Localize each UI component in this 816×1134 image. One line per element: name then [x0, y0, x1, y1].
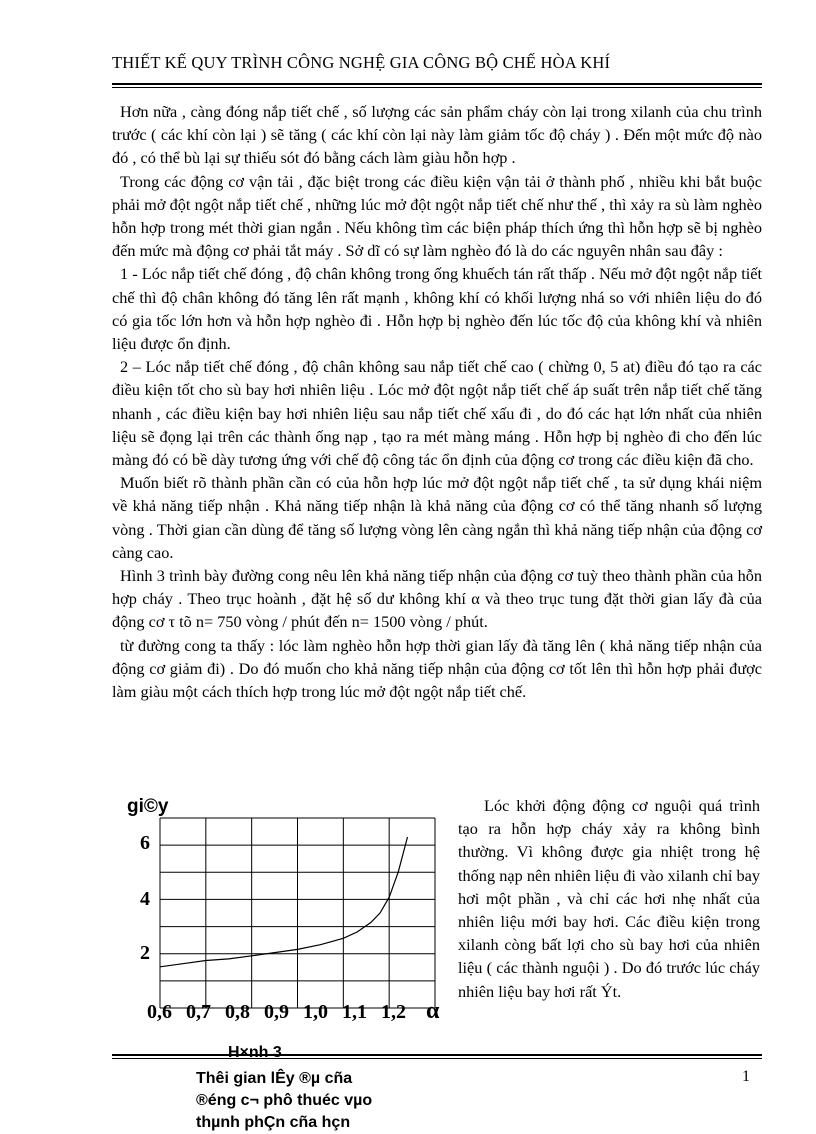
chart-x-label: α	[426, 998, 440, 1024]
page-number: 1	[742, 1068, 750, 1085]
body-text	[112, 100, 762, 703]
paragraph-3: 1 - Lóc nắp tiết chế đóng , độ chân không trong ống khuếch tán rất thấp . Nếu mở đột ngột nắp tiết chế thì độ chân không đó tăng lên rất mạnh , không khí có khối lượng nhá so với nhiên liệu do đó có gia tốc lớn hơn và hỗn hợp nghèo đi . Hỗn hợp bị nghèo đến lúc tốc độ của không khí và nhiên liệu được ổn định.	[112, 264, 762, 354]
x-tick: 0,6	[147, 1001, 172, 1023]
x-tick: 1,0	[303, 1001, 328, 1023]
x-ticks	[147, 1001, 420, 1024]
series-curve	[160, 837, 408, 967]
header-rule-thick	[112, 83, 762, 85]
caption-line: Thêi gian lÊy ®µ cña	[196, 1070, 353, 1087]
figure-caption-title: H×nh 3	[228, 1044, 282, 1061]
paragraph-2: Trong các động cơ vận tải , đặc biệt trong các điều kiện vận tải ở thành phố , nhiều khi bắt buộc phải mở đột ngột nắp tiết chế , những lúc mở đột ngột nắp tiết chế như thế , thì xảy ra sù làm nghèo hỗn hợp trong mét thời gian ngắn . Nếu không tìm các biện pháp thích ứng thì hỗn hợp sẽ bị nghèo đến mức mà động cơ phải tắt máy . Sở dĩ có sự làm nghèo đó là do các nguyên nhân sau đây :	[112, 171, 762, 261]
paragraph-4: 2 – Lóc nắp tiết chế đóng , độ chân không sau nắp tiết chế cao ( chừng 0, 5 at) điều đó tạo ra các điều kiện tốt cho sù bay hơi nhiên liệu . Lóc mở đột ngột nắp tiết chế áp suất trên nắp tiết chế tăng nhanh , các điều kiện bay hơi nhiên liệu sau nắp tiết chế xấu đi , do đó các hạt lớn nhất của nhiên liệu sẽ đọng lại trên các thành ống nạp , tạo ra mét màng máng . Hỗn hợp bị nghèo đi cho đến lúc màng đó có bề dày tương ứng với chế độ công tác ổn định của động cơ trong các điều kiện đã cho.	[112, 357, 762, 470]
header-rule-bottom-thin	[112, 1058, 762, 1059]
chart-y-label: gi©y	[127, 796, 169, 817]
x-tick: 1,2	[381, 1001, 406, 1023]
y-tick-6: 6	[140, 832, 150, 854]
side-paragraph: Lóc khởi động động cơ nguội quá trình tạo ra hỗn hợp cháy xảy ra không bình thường. Vì không được gia nhiệt trong hệ thống nạp nên nhiên liệu đi vào xilanh chỉ bay hơi một phần , và chỉ các hơi nhẹ nhất của nhiên liệu mới bay hơi. Các điều kiện trong xilanh còng bất lợi cho sù bay hơi của nhiên liệu ( các thành nguội ) . Do đó trước lúc cháy nhiên liệu bay hơi rất Ýt.	[458, 796, 760, 1001]
paragraph-7: từ đường cong ta thấy : lóc làm nghèo hỗn hợp thời gian lấy đà tăng lên ( khả năng tiếp nhận của động cơ giảm đi) . Do đó muốn cho khả năng tiếp nhận của động cơ tốt lên thì hỗn hợp phải được làm giàu một cách thích hợp trong lúc mở đột ngột nắp tiết chế.	[112, 635, 762, 702]
caption-line: thµnh phÇn cña hçn	[196, 1114, 351, 1131]
header-rule-thin	[112, 87, 762, 88]
caption-line: ®éng c¬ phô thuéc vµo	[196, 1092, 373, 1109]
paragraph-1: Hơn nữa , càng đóng nắp tiết chế , số lượng các sản phẩm cháy còn lại trong xilanh của chu trình trước ( các khí còn lại ) sẽ tăng ( các khí còn lại này làm giảm tốc độ cháy ) . Đến một mức độ nào đó , có thể bù lại sự thiếu sót đó bằng cách làm giàu hỗn hợp .	[112, 102, 762, 168]
x-tick: 1,1	[342, 1001, 367, 1023]
page-header: THIẾT KẾ QUY TRÌNH CÔNG NGHỆ GIA CÔNG BỘ CHẾ HÒA KHÍ	[112, 53, 611, 72]
header-rule-bottom-thick	[112, 1054, 762, 1056]
figure-caption	[196, 1068, 426, 1134]
side-text	[458, 794, 760, 1003]
chart-grid	[160, 818, 435, 1008]
y-tick-4: 4	[140, 888, 150, 910]
y-tick-2: 2	[140, 942, 150, 964]
chart-plot	[120, 790, 460, 1030]
x-tick: 0,8	[225, 1001, 250, 1023]
x-tick: 0,9	[264, 1001, 289, 1023]
x-tick: 0,7	[186, 1001, 211, 1023]
paragraph-6: Hình 3 trình bày đường cong nêu lên khả năng tiếp nhận của động cơ tuỳ theo thành phần của hỗn hợp cháy . Theo trục hoành , đặt hệ số dư không khí α và theo trục tung đặt thời gian lấy đà của động cơ τ tõ n= 750 vòng / phút đến n= 1500 vòng / phút.	[112, 566, 762, 632]
paragraph-5: Muốn biết rõ thành phần cần có của hỗn hợp lúc mở đột ngột nắp tiết chế , ta sử dụng khái niệm về khả năng tiếp nhận . Khả năng tiếp nhận là khả năng của động cơ có thể tăng nhanh số lượng vòng . Thời gian cần dùng để tăng số lượng vòng lên càng ngắn thì khả năng tiếp nhận của động cơ càng cao.	[112, 473, 762, 562]
